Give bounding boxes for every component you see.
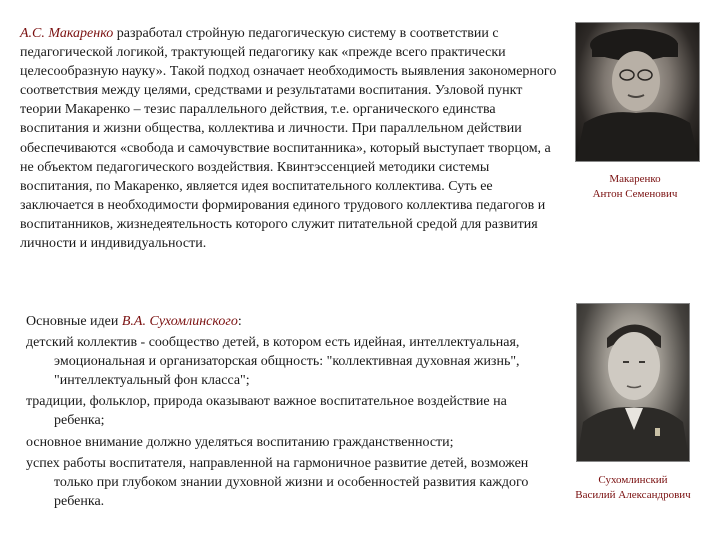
sukhomlinsky-caption-surname: Сухомлинский xyxy=(598,474,668,486)
sukhomlinsky-title-prefix: Основные идеи xyxy=(26,314,122,329)
sukhomlinsky-portrait-figure xyxy=(577,304,689,461)
sukhomlinsky-caption-given-names: Василий Александрович xyxy=(575,489,691,501)
sukhomlinsky-caption xyxy=(548,473,718,503)
makarenko-caption xyxy=(565,172,705,202)
makarenko-caption-surname: Макаренко xyxy=(609,173,661,185)
sukhomlinsky-title xyxy=(26,312,531,331)
makarenko-portrait xyxy=(575,22,700,162)
sukhomlinsky-name: В.А. Сухомлинского xyxy=(121,314,238,329)
idea-item-teacher-success: успех работы воспитателя, направленной на гармоничное развитие детей, возможен только при глубоком знании духовной жизни и особенностей развития каждого ребенка. xyxy=(26,455,529,509)
makarenko-caption-given-names: Антон Семенович xyxy=(592,188,678,200)
makarenko-name: А.С. Макаренко xyxy=(20,26,114,41)
idea-item-collective: детский коллектив - сообщество детей, в котором есть идейная, интеллектуальная, эмоциональная и организаторская общность: "коллективная духовная жизнь", "интеллектуальный фон класса"; xyxy=(26,335,520,389)
sukhomlinsky-title-suffix: : xyxy=(237,314,242,329)
sukhomlinsky-portrait xyxy=(576,303,690,462)
makarenko-paragraph xyxy=(20,24,565,253)
idea-item-traditions: традиции, фольклор, природа оказывают важное воспитательное воздействие на ребенка; xyxy=(26,394,507,429)
makarenko-portrait-figure xyxy=(576,23,699,161)
idea-item-citizenship: основное внимание должно уделяться воспитанию гражданственности; xyxy=(26,434,454,450)
makarenko-text: разработал стройную педагогическую систему в соответствии с педагогической логикой, трактующей педагогику как «прежде всего практически целесообразную науку». Такой подход означает необходимость выявления закономерного соответствия между целями, средствами и результатами воспитания. Узловой пункт теории Макаренко – тезис параллельного действия, т.е. органического единства воспитания и жизни общества, коллектива и личности. При параллельном действии обеспечиваются «свобода и самочувствие воспитанника», который выступает творцом, а не объектом педагогического воздействия. Квинтэссенцией методики системы воспитания, по Макаренко, является идея воспитательного коллектива. Суть ее заключается в необходимости формирования единого трудового коллектива педагогов и воспитанников, жизнедеятельность которого служит питательной средой для развития личности и индивидуальности. xyxy=(20,26,557,252)
sukhomlinsky-ideas xyxy=(26,312,531,511)
